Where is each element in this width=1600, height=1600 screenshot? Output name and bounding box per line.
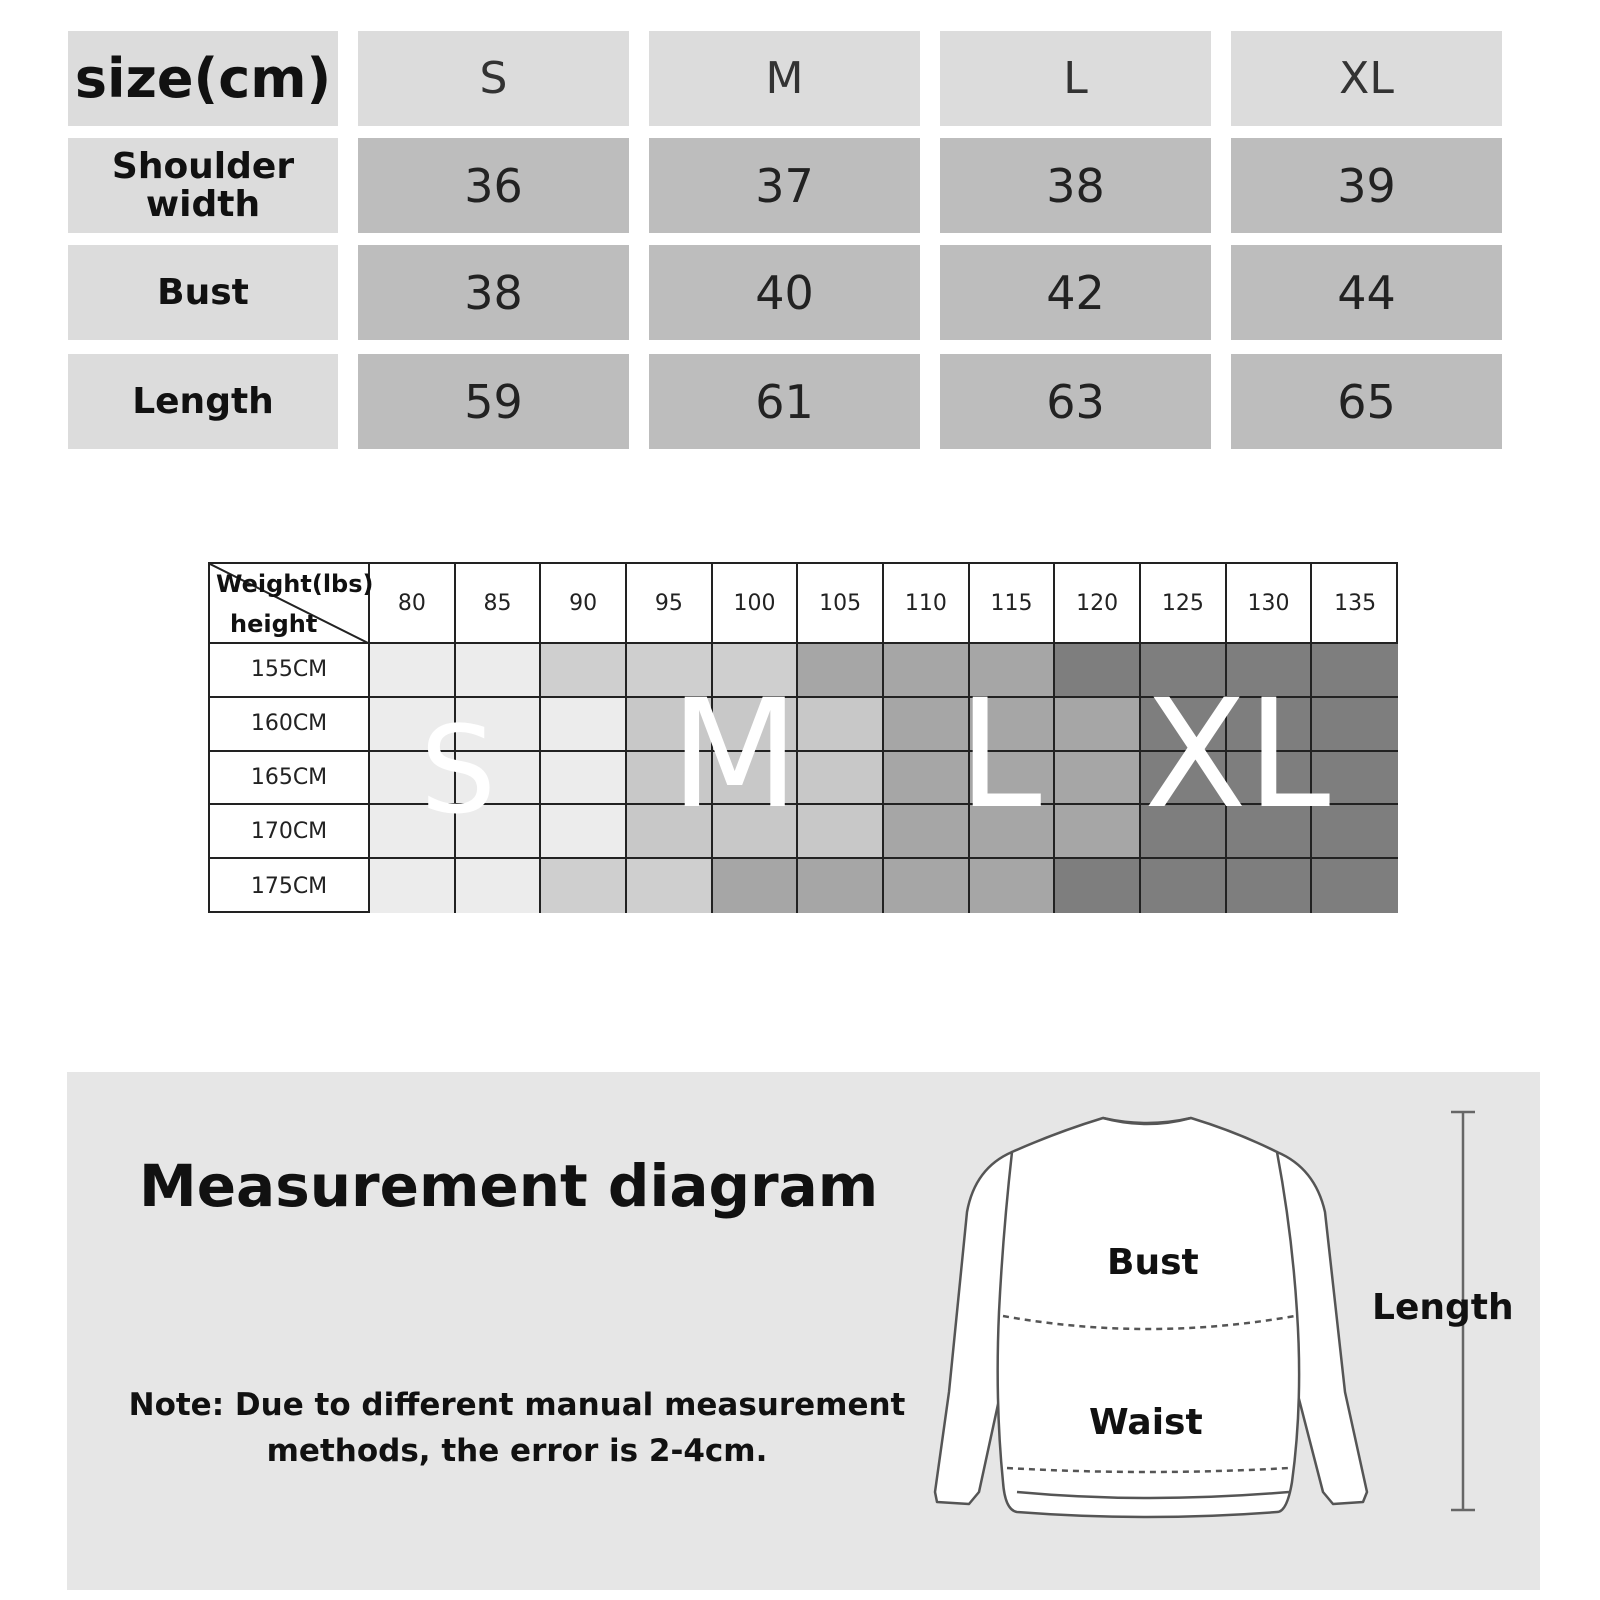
table-cell: 37 (649, 138, 920, 233)
size-grid-cell (456, 859, 542, 913)
size-grid-cell (1055, 698, 1141, 752)
size-grid-cell (1227, 805, 1313, 859)
weight-header-cell: 95 (627, 564, 713, 644)
size-grid-cell (1312, 644, 1398, 698)
table-cell: 40 (649, 245, 920, 340)
size-grid-cell (370, 698, 456, 752)
weight-header-cell: 110 (884, 564, 970, 644)
weight-height-chart (208, 562, 1398, 913)
size-grid-cell (713, 698, 799, 752)
size-zone-label-l: L (958, 668, 1042, 842)
size-grid-cell (970, 644, 1056, 698)
size-header-s: S (358, 31, 629, 126)
size-grid-cell (1055, 644, 1141, 698)
waist-label: Waist (1089, 1402, 1203, 1443)
size-grid-cell (370, 859, 456, 913)
height-label-cell: 155CM (210, 644, 370, 698)
size-grid-cell (1141, 644, 1227, 698)
length-label: Length (1372, 1287, 1514, 1328)
height-label-cell: 175CM (210, 859, 370, 913)
weight-header-cell: 115 (970, 564, 1056, 644)
measurement-note: Note: Due to different manual measurement methods, the error is 2-4cm. (128, 1387, 906, 1469)
size-grid-cell (1227, 644, 1313, 698)
size-grid-cell (456, 752, 542, 806)
size-grid-cell (1312, 698, 1398, 752)
size-grid-cell (713, 752, 799, 806)
size-grid-cell (541, 859, 627, 913)
size-grid-cell (798, 644, 884, 698)
size-grid-cell (456, 805, 542, 859)
height-label-cell: 170CM (210, 805, 370, 859)
weight-header-cell: 105 (798, 564, 884, 644)
size-grid-cell (370, 644, 456, 698)
size-grid-cell (970, 859, 1056, 913)
size-grid-cell (1227, 752, 1313, 806)
measurement-panel (67, 1072, 1540, 1590)
size-header-label: size(cm) (68, 31, 338, 126)
size-grid-cell (456, 698, 542, 752)
shirt-diagram (897, 1072, 1537, 1590)
corner-weight-label: Weight(lbs) (216, 570, 374, 598)
size-grid-cell (884, 859, 970, 913)
corner-height-label: height (230, 610, 318, 638)
size-grid-cell (1141, 859, 1227, 913)
size-header-xl: XL (1231, 31, 1502, 126)
size-grid-cell (884, 805, 970, 859)
size-grid-cell (713, 644, 799, 698)
size-grid-cell (1227, 859, 1313, 913)
size-grid-cell (627, 698, 713, 752)
size-zone-label-s: S (420, 702, 497, 841)
table-cell: 38 (940, 138, 1211, 233)
table-cell: 36 (358, 138, 629, 233)
size-grid-cell (627, 752, 713, 806)
table-cell: 42 (940, 245, 1211, 340)
size-grid-cell (798, 805, 884, 859)
measurement-title: Measurement diagram (139, 1152, 879, 1220)
size-zone-label-xl: XL (1144, 668, 1331, 842)
table-cell: 59 (358, 354, 629, 449)
table-cell: 44 (1231, 245, 1502, 340)
weight-height-grid (208, 562, 1398, 913)
table-cell: 65 (1231, 354, 1502, 449)
weight-header-cell: 125 (1141, 564, 1227, 644)
height-label-cell: 165CM (210, 752, 370, 806)
size-grid-cell (1141, 805, 1227, 859)
size-grid-cell (970, 752, 1056, 806)
size-grid-cell (798, 752, 884, 806)
size-grid-cell (884, 752, 970, 806)
size-grid-cell (798, 698, 884, 752)
size-grid-cell (1312, 859, 1398, 913)
size-grid-cell (798, 859, 884, 913)
row-label-shoulder: Shoulder width (68, 138, 338, 233)
height-label-cell: 160CM (210, 698, 370, 752)
bust-label: Bust (1107, 1242, 1199, 1283)
row-label-bust: Bust (68, 245, 338, 340)
row-label-length: Length (68, 354, 338, 449)
size-grid-cell (627, 805, 713, 859)
size-grid-cell (884, 698, 970, 752)
weight-header-cell: 100 (713, 564, 799, 644)
size-grid-cell (1141, 752, 1227, 806)
size-grid-cell (627, 859, 713, 913)
size-grid-cell (1055, 859, 1141, 913)
weight-header-cell: 130 (1227, 564, 1313, 644)
size-grid-cell (970, 698, 1056, 752)
size-zone-label-m: M (670, 668, 800, 842)
size-header-m: M (649, 31, 920, 126)
shirt-body (998, 1118, 1299, 1517)
weight-header-cell: 135 (1312, 564, 1398, 644)
size-grid-cell (713, 805, 799, 859)
size-grid-cell (1141, 698, 1227, 752)
weight-header-cell: 80 (370, 564, 456, 644)
size-grid-cell (456, 644, 542, 698)
size-grid-cell (541, 644, 627, 698)
size-grid-cell (370, 805, 456, 859)
size-grid-cell (627, 644, 713, 698)
size-grid-cell (1312, 752, 1398, 806)
size-grid-cell (541, 805, 627, 859)
weight-header-cell: 90 (541, 564, 627, 644)
size-header-l: L (940, 31, 1211, 126)
size-grid-cell (541, 698, 627, 752)
weight-header-cell: 120 (1055, 564, 1141, 644)
weight-header-cell: 85 (456, 564, 542, 644)
table-cell: 61 (649, 354, 920, 449)
size-grid-cell (1055, 752, 1141, 806)
size-grid-cell (713, 859, 799, 913)
size-grid-cell (884, 644, 970, 698)
size-grid-cell (1312, 805, 1398, 859)
grid-corner (210, 564, 374, 644)
size-grid-cell (541, 752, 627, 806)
size-grid-cell (970, 805, 1056, 859)
size-grid-cell (370, 752, 456, 806)
table-cell: 39 (1231, 138, 1502, 233)
table-cell: 63 (940, 354, 1211, 449)
size-grid-cell (1227, 698, 1313, 752)
size-grid-cell (1055, 805, 1141, 859)
table-cell: 38 (358, 245, 629, 340)
